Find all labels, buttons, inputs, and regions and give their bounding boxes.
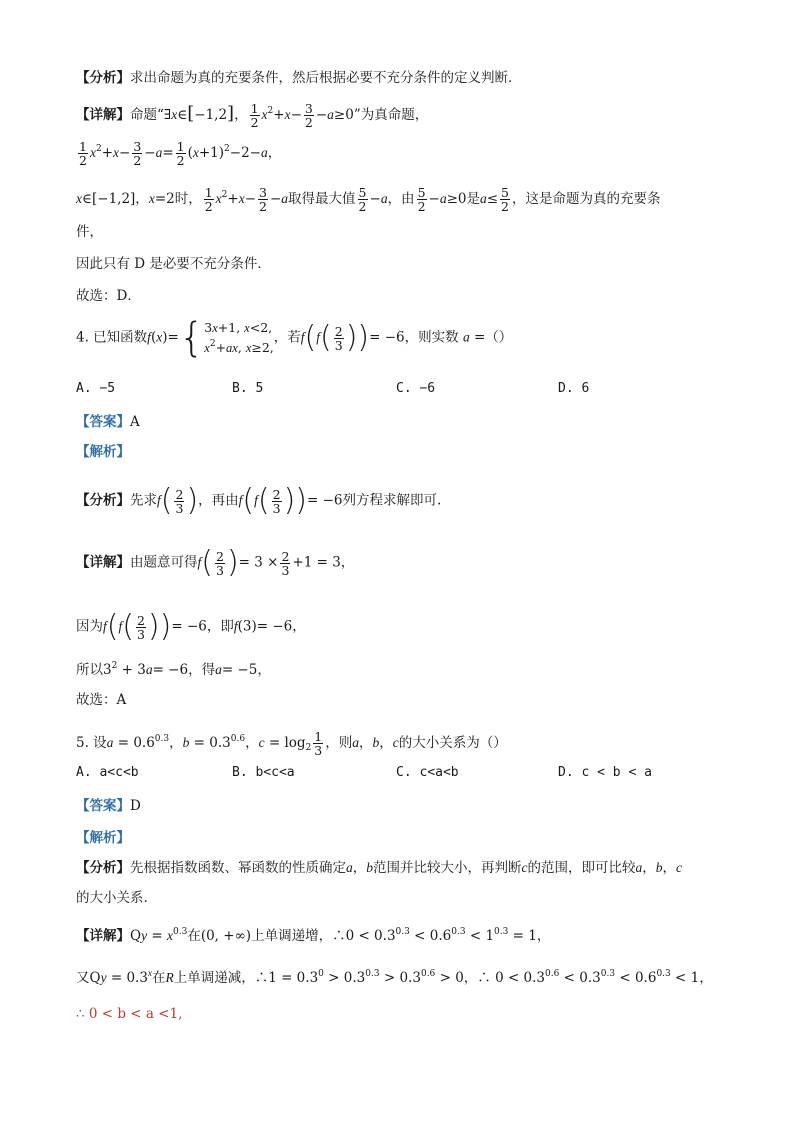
detail-label: 【详解】 (76, 107, 130, 123)
q5-option-c[interactable]: C. c<a<b (396, 765, 459, 780)
q4-option-a[interactable]: A. −5 (76, 381, 116, 396)
q5-answer (76, 796, 141, 816)
q4-because-b: = −6，即 (171, 618, 234, 635)
brace-icon: { (178, 315, 205, 361)
q5-detail-label: 【详解】 (76, 928, 130, 944)
q4-detail: 【详解】由题意可得f( $\frac{2}{3}$ )= 3 × $\frac{2}{3}$ +1 = 3， (76, 545, 355, 580)
q4-so-a: 所以 (76, 662, 103, 678)
q5-detail-1c: 上单调递增，∴ (251, 928, 346, 944)
necessary-text: ，这是命题为真的充要条 (512, 191, 661, 207)
q4-because: 因为f(f( $\frac{2}{3}$ ))= −6，即f(3)= −6， (76, 609, 306, 644)
q5-detail-2a: 又Q (76, 970, 101, 986)
detail-line-3: x∈[−1,2]，x=2时， $\frac{1}{2}$ $x^2+x-$ $\frac{3}{2}$ −a取得最大值 $\frac{5}{2}$ −a，由 $\frac{5}{2}$ −a≥0是a≤ $\frac{5}{2}$ ，这是命题为真的充要条 (76, 185, 661, 214)
q4-value: = −6 (369, 329, 405, 346)
q5-jiexi (76, 828, 130, 848)
analysis-label: 【分析】 (76, 70, 130, 86)
q5-option-a[interactable]: A. a<c<b (76, 765, 139, 780)
max-value-text: 取得最大值 (288, 191, 356, 207)
q4-cond: ，若 (273, 329, 301, 346)
q5-analysis-cont: 的大小关系. (76, 890, 148, 906)
q4-option-b[interactable]: B. 5 (232, 381, 264, 396)
q5-jiexi-label: 【解析】 (76, 830, 130, 846)
q5-analysis-1: 先根据指数函数、幂函数的性质确定 (130, 860, 346, 876)
q5-analysis-3: 的范围，即可比较 (527, 860, 636, 876)
q5-detail-1b: 在 (187, 928, 201, 944)
q4-analysis-b: ，再由 (198, 492, 239, 509)
q4-analysis-label: 【分析】 (76, 492, 130, 509)
question-5: 5. 设$a = 0.6^{0.3}$，$b = 0.3^{0.6}$，$c = \log_2$ $\frac{1}{3}$ ，则a，b，c的大小关系为（） (76, 729, 507, 758)
q4-answer (76, 412, 140, 432)
q5-detail-2b: 在 (151, 970, 166, 986)
analysis-text: 求出命题为真的充要条件，然后根据必要不充分条件的定义判断． (130, 70, 522, 86)
q4-detail-c: +1 = 3， (292, 554, 355, 571)
detail-line-1: 【详解】命题“∃x∈[−1,2]， $\frac{1}{2}$ $x^2+x-$ $\frac{3}{2}$ −a≥0”为真命题， (76, 101, 429, 130)
q4-jiexi (76, 442, 130, 462)
by-text: ，由 (387, 191, 415, 207)
q5-detail-2c: 上单调递减，∴ (173, 970, 269, 986)
detail-line-2: $\frac{1}{2}$ $x^2+x-$ $\frac{3}{2}$ −a= $\frac{1}{2}$ $(x+1)^2-2-a$， (79, 139, 282, 168)
q4-option-c[interactable]: C. −6 (396, 381, 436, 396)
q5-analysis-label: 【分析】 (76, 860, 130, 876)
q4-prefix: 4. 已知函数 (76, 329, 148, 346)
q4-option-d[interactable]: D. 6 (558, 381, 590, 396)
q5-mid2: ， (245, 735, 259, 751)
q5-option-d[interactable]: D. c < b < a (558, 765, 652, 780)
question-4: 4. 已知函数f(x)={ 3x+1, x<2, $x^2+ax$, x≥2, ，若f(f( $\frac{2}{3}$ ))= −6，则实数 a =（） (76, 315, 513, 361)
detail-line-5: 因此只有 D 是必要不充分条件． (76, 256, 271, 272)
q4-so-c: = −5， (221, 662, 271, 678)
q5-analysis-2: 范围并比较大小，再判断 (373, 860, 522, 876)
q5-prefix: 5. 设 (76, 735, 107, 751)
q5-detail-3: ∴ 0 < b < a <1, (76, 1006, 183, 1022)
q5-end: 的大小关系为（） (398, 735, 507, 751)
q4-so: 所以$3^2 + 3a= -6$，得a= −5， (76, 661, 271, 678)
q5-analysis: 【分析】先根据指数函数、幂函数的性质确定a，b范围并比较大小，再判断c的范围，即可比较a，b，c (76, 860, 682, 876)
is-text: 是 (466, 191, 480, 207)
q4-detail-b: = 3 × (238, 554, 279, 571)
choice-line: 故选：D． (76, 288, 141, 304)
q5-detail-2: 又$Qy = 0.3^x$在R上单调递减，∴1 = $0.3^0 > 0.3^{0.3} > 0.3^{0.6} > 0$，∴ $0 < 0.3^{0.6} < 0.3^{0.3} < 0.6^{0.3} < 1$， (76, 968, 713, 986)
detail-line-4: 件， (76, 224, 103, 240)
q4-because-a: 因为 (76, 618, 103, 635)
q4-suffix: ，则实数 (404, 329, 459, 346)
q5-mid3: ，则 (325, 735, 353, 751)
q4-analysis-a: 先求 (130, 492, 157, 509)
q5-mid1: ， (169, 735, 183, 751)
q4-detail-label: 【详解】 (76, 554, 130, 571)
q5-detail-1a: Q (130, 928, 142, 944)
q4-so-b: = −6，得 (152, 662, 216, 678)
answer-label: 【答案】 (76, 414, 130, 430)
q4-analysis-c: 列方程求解即可. (342, 492, 442, 509)
q5-answer-value: D (130, 798, 141, 814)
q5-detail-1: 【详解】$Qy = x^{0.3}$在(0, +∞)上单调递增，∴0 < $0.3^{0.3} < 0.6^{0.3} < 1^{0.3} = 1$， (76, 927, 551, 944)
analysis-line (76, 68, 522, 88)
detail-suffix: ”为真命题， (353, 107, 429, 123)
detail-prefix: 命题“ (130, 107, 164, 123)
piecewise-cases: 3x+1, x<2, $x^2+ax$, x≥2, (204, 320, 274, 355)
q4-because-c: = −6， (256, 618, 306, 635)
q4-choice: 故选：A (76, 692, 127, 708)
q4-analysis: 【分析】先求f( $\frac{2}{3}$ )，再由f(f( $\frac{2}{3}$ ))= −6列方程求解即可. (76, 483, 442, 518)
q5-option-b[interactable]: B. b<c<a (232, 765, 295, 780)
jiexi-label: 【解析】 (76, 444, 130, 460)
q4-detail-a: 由题意可得 (130, 554, 198, 571)
q5-answer-label: 【答案】 (76, 798, 130, 814)
q4-end: =（） (474, 329, 513, 346)
q4-answer-value: A (130, 414, 140, 430)
